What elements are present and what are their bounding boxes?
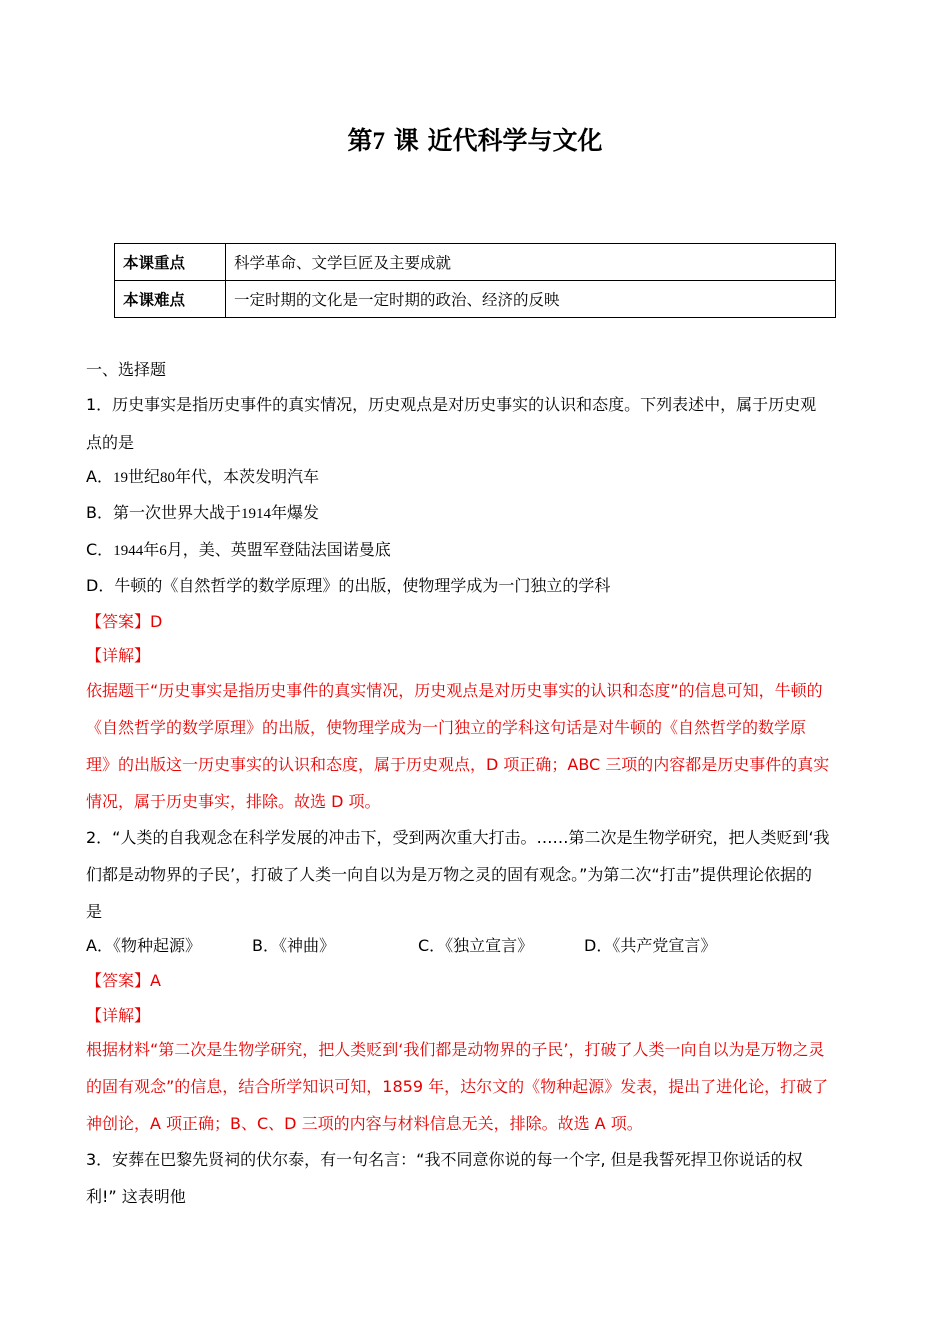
table-key-cell: 本课重点 — [115, 244, 226, 281]
question-1-detail-line: 理》的出版这一历史事实的认识和态度，属于历史观点，D 项正确；ABC 三项的内容都是历史事件的真实 — [86, 755, 830, 774]
question-1-detail-line: 《自然哲学的数学原理》的出版，使物理学成为一门独立的学科这句话是对牛顿的《自然哲学的数学原 — [86, 718, 807, 737]
question-1-answer: 【答案】D — [86, 612, 163, 631]
question-3-stem-cont: 利!” 这表明他 — [86, 1187, 186, 1206]
question-1-option-c: C．1944年6月，美、英盟军登陆法国诺曼底 — [86, 540, 391, 559]
question-2-option-b: B．《神曲》 — [252, 936, 335, 955]
question-1-detail-line: 情况，属于历史事实，排除。故选 D 项。 — [86, 792, 381, 811]
question-1-option-b: B．第一次世界大战于1914年爆发 — [86, 503, 319, 522]
question-2-stem: 2．“人类的自我观念在科学发展的冲击下，受到两次重大打击。……第二次是生物学研究，把人类贬到‘我 — [86, 828, 830, 847]
question-2-option-a: A．《物种起源》 — [86, 936, 201, 955]
question-3-stem: 3．安葬在巴黎先贤祠的伏尔泰，有一句名言：“我不同意你说的每一个字, 但是我誓死捍卫你说话的权 — [86, 1150, 803, 1169]
question-1-option-a: A．19世纪80年代，本茨发明汽车 — [86, 467, 319, 486]
question-2-option-c: C．《独立宣言》 — [418, 936, 534, 955]
question-1-stem: 1．历史事实是指历史事件的真实情况，历史观点是对历史事实的认识和态度。下列表述中，属于历史观 — [86, 395, 817, 414]
question-2-detail-line: 根据材料“第二次是生物学研究，把人类贬到‘我们都是动物界的子民’，打破了人类一向自以为是万物之灵 — [86, 1040, 825, 1059]
question-2-detail-label: 【详解】 — [86, 1006, 151, 1025]
table-key-cell: 本课难点 — [115, 281, 226, 318]
lesson-key-points-table — [114, 243, 836, 318]
question-2-option-d: D．《共产党宣言》 — [584, 936, 717, 955]
question-1-detail-label: 【详解】 — [86, 646, 151, 665]
question-2-detail-line: 神创论，A 项正确；B、C、D 三项的内容与材料信息无关，排除。故选 A 项。 — [86, 1114, 643, 1133]
question-1-detail-line: 依据题干“历史事实是指历史事件的真实情况，历史观点是对历史事实的认识和态度”的信息可知，牛顿的 — [86, 681, 823, 700]
question-1-stem-cont: 点的是 — [86, 433, 135, 452]
page-title: 第7 课 近代科学与文化 — [347, 126, 603, 155]
question-2-stem-cont: 是 — [86, 902, 103, 921]
question-1-option-d: D．牛顿的《自然哲学的数学原理》的出版，使物理学成为一门独立的学科 — [86, 576, 611, 595]
table-value-cell: 科学革命、文学巨匠及主要成就 — [226, 244, 836, 281]
question-2-answer: 【答案】A — [86, 971, 161, 990]
table-row — [115, 244, 836, 281]
question-2-detail-line: 的固有观念”的信息，结合所学知识可知，1859 年，达尔文的《物种起源》发表，提出了进化论，打破了 — [86, 1077, 829, 1096]
section-heading: 一、选择题 — [86, 360, 167, 379]
table-value-cell: 一定时期的文化是一定时期的政治、经济的反映 — [226, 281, 836, 318]
table-row — [115, 281, 836, 318]
question-2-stem-cont: 们都是动物界的子民’，打破了人类一向自以为是万物之灵的固有观念。”为第二次“打击”提供理论依据的 — [86, 865, 812, 884]
